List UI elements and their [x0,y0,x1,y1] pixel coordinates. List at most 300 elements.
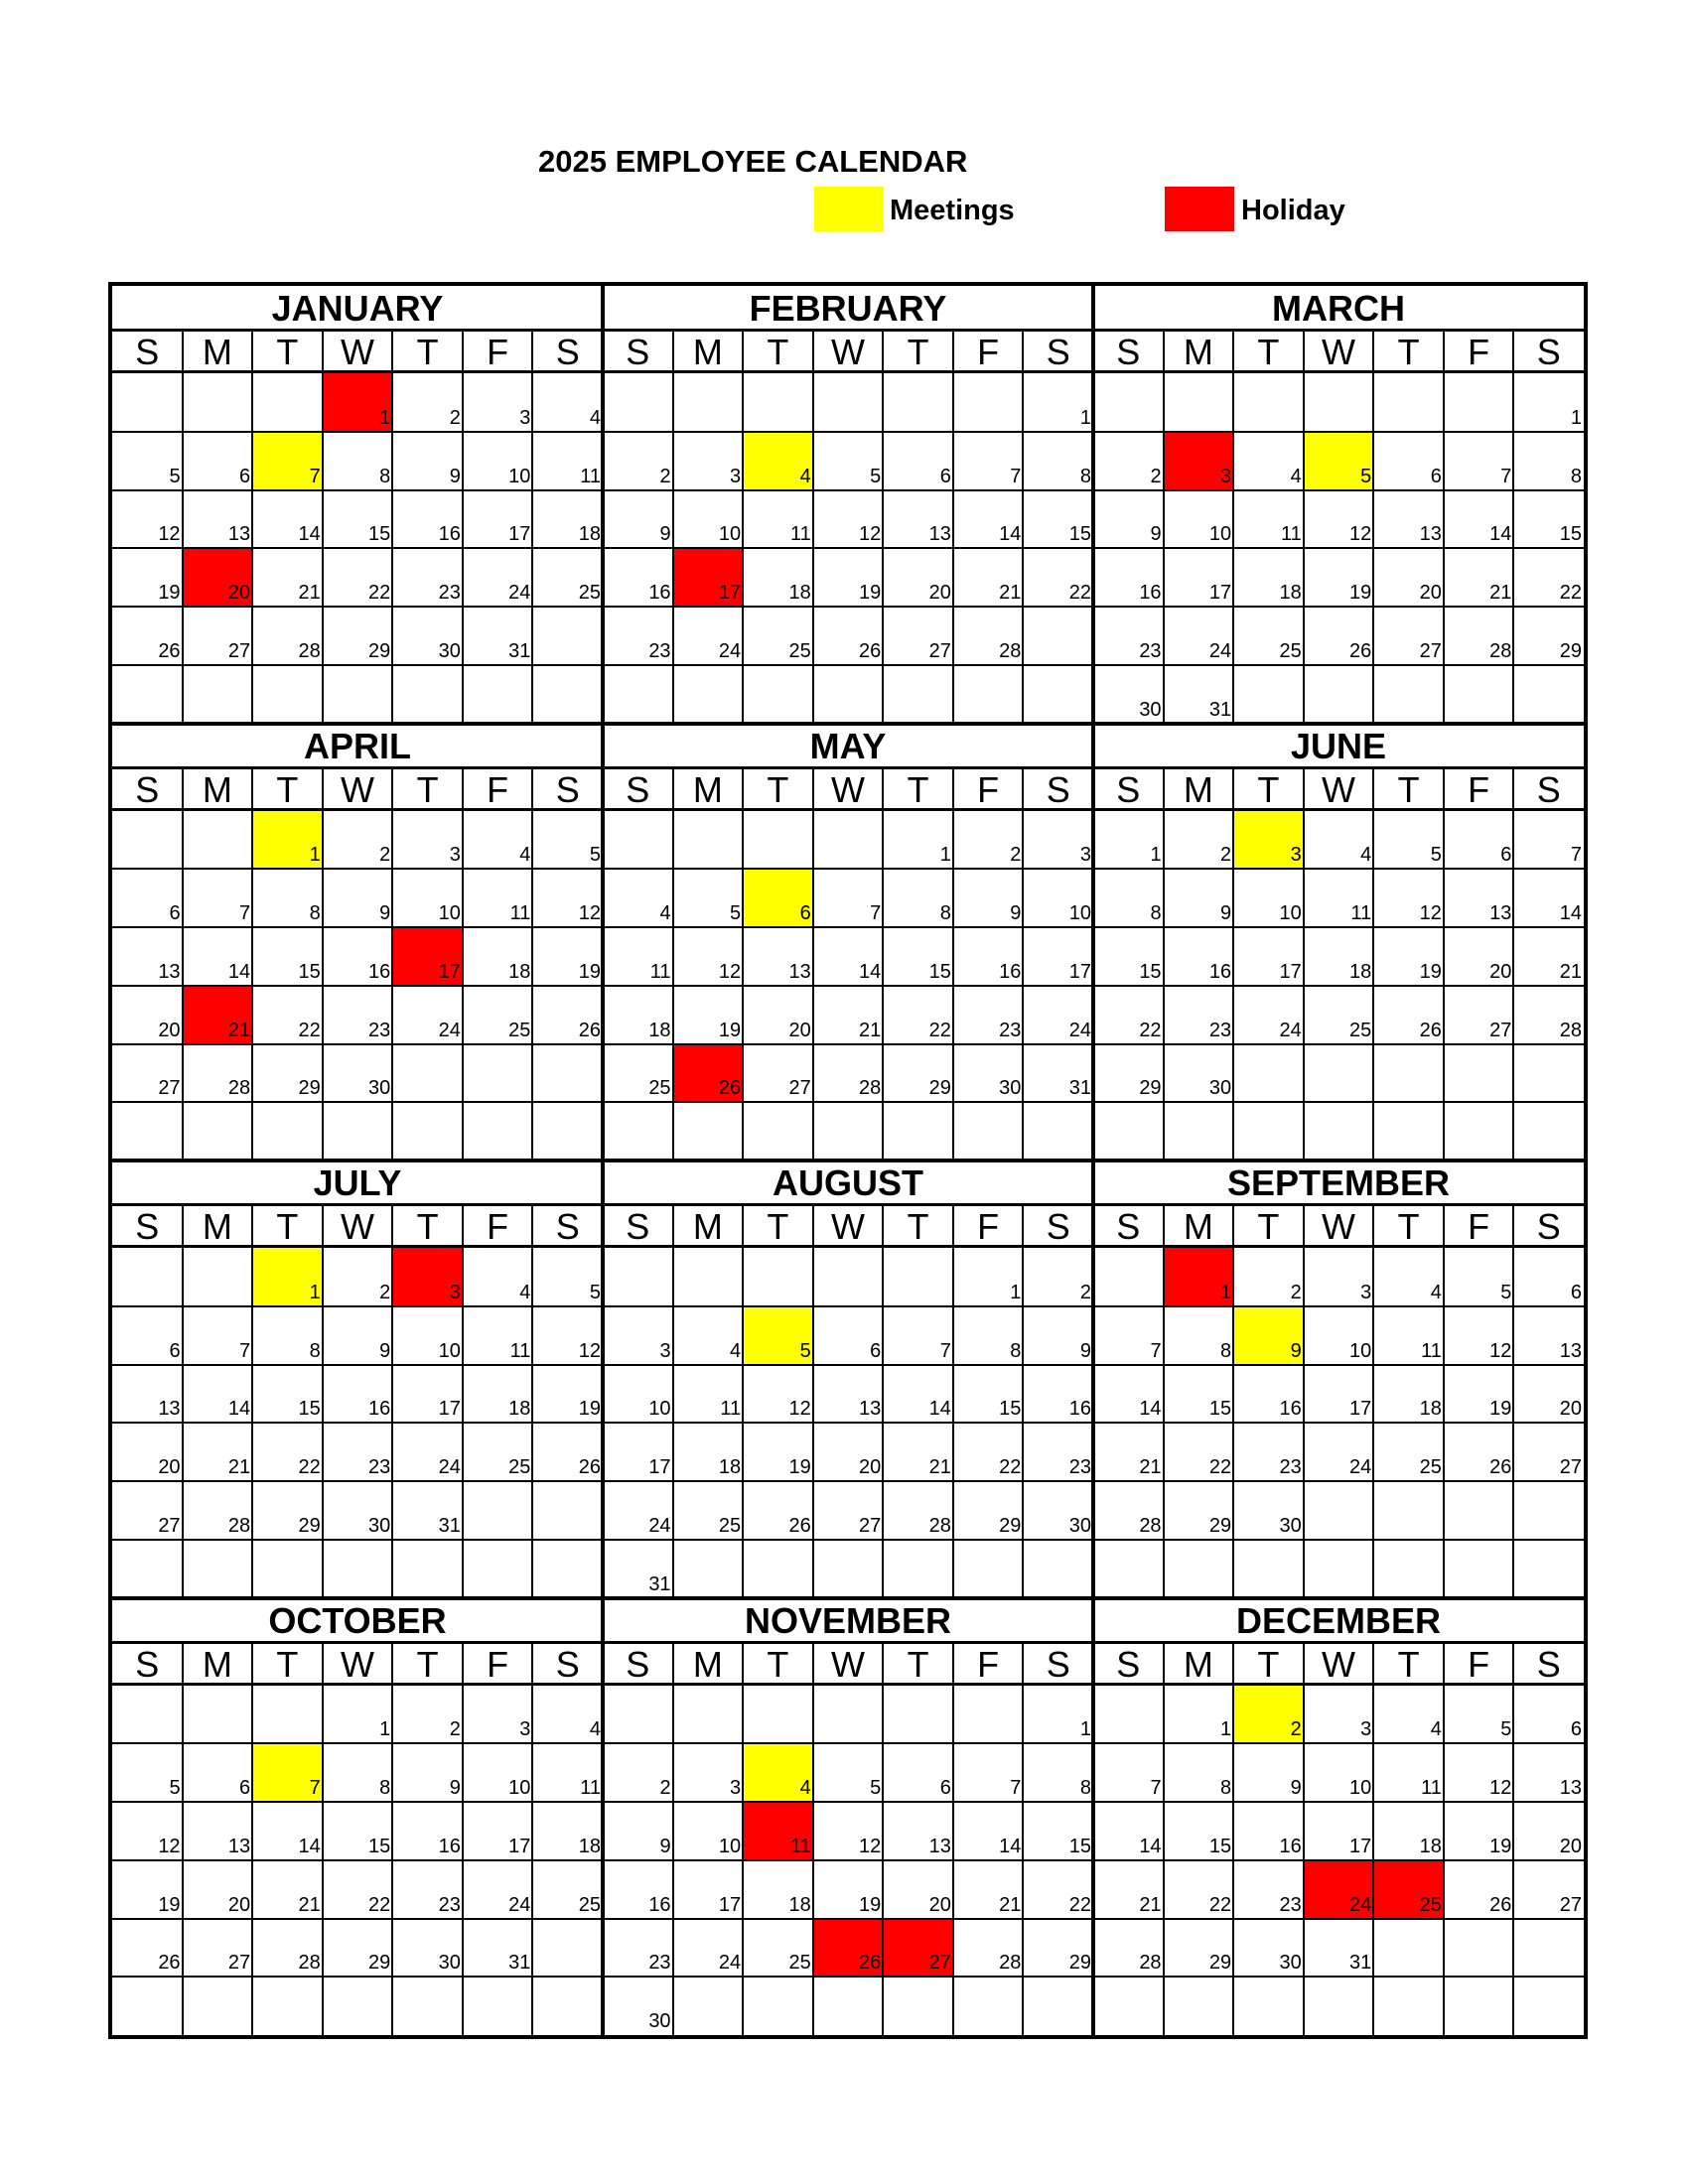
day-number: 25 [578,1893,601,1916]
day-cell [1093,1423,1164,1481]
weekday-label: T [1233,332,1304,373]
day-number: 30 [1139,698,1162,721]
day-cell [112,927,183,986]
day-number: 19 [1349,582,1372,604]
day-number: 2 [379,1281,391,1303]
weekday-label: T [1233,1206,1304,1248]
day-cell [1023,373,1093,432]
day-cell [603,432,673,490]
day-cell [603,986,673,1044]
day-number: 13 [928,523,951,546]
grid-line [112,1043,1584,1045]
day-cell [673,1860,744,1919]
day-number: 6 [169,1339,181,1362]
weekday-label: S [112,332,183,373]
day-cell [1164,1686,1234,1744]
day-number: 23 [368,1019,391,1041]
day-cell [463,1686,533,1744]
day-cell [813,607,884,665]
day-number: 27 [859,1514,882,1537]
day-number: 3 [1360,1718,1372,1741]
month-name: OCTOBER [112,1598,603,1644]
weekday-label: S [112,769,183,811]
weekday-label: W [813,332,884,373]
month-may [603,724,1093,1161]
day-cell [392,1919,463,1978]
day-number: 5 [1430,844,1442,867]
day-number: 3 [730,465,742,487]
weekday-label: W [813,1644,884,1686]
day-number: 8 [1220,1339,1232,1362]
day-number: 27 [928,1952,951,1975]
day-cell [1304,1365,1374,1424]
day-number: 4 [1290,465,1302,487]
day-cell [112,1860,183,1919]
day-number: 14 [1489,523,1512,546]
day-number: 14 [227,960,251,983]
day-number: 7 [939,1339,951,1362]
day-number: 10 [718,1835,742,1857]
day-number: 4 [659,902,671,924]
day-cell [883,1044,953,1103]
day-cell [252,1248,323,1306]
day-cell [743,1743,813,1802]
day-number: 4 [589,406,601,429]
day-cell [1023,927,1093,986]
month-december [1093,1598,1584,2036]
day-number: 5 [1500,1281,1512,1303]
day-cell [1373,1743,1444,1802]
month-april [112,724,603,1161]
day-number: 21 [928,1456,951,1478]
day-number: 10 [438,1339,461,1362]
day-cell [743,927,813,986]
weekday-label: S [603,1206,673,1248]
day-number: 1 [1010,1281,1022,1303]
day-cell [1304,1248,1374,1306]
day-number: 8 [379,465,391,487]
weekday-label: T [392,769,463,811]
day-number: 3 [1220,465,1232,487]
day-number: 30 [1279,1952,1302,1975]
day-number: 27 [1489,1019,1512,1041]
day-cell [743,1306,813,1365]
day-number: 3 [519,1718,531,1741]
day-number: 5 [589,1281,601,1303]
day-cell [1513,869,1584,927]
day-cell [1513,1802,1584,1860]
weekday-label: S [532,1644,603,1686]
day-number: 24 [1349,1893,1372,1916]
day-cell [112,1306,183,1365]
day-cell [1513,1860,1584,1919]
day-cell [463,986,533,1044]
day-number: 24 [1279,1019,1302,1041]
meetings-legend-label: Meetings [890,195,1015,226]
weekday-label: S [1023,1644,1093,1686]
day-number: 10 [1349,1339,1372,1362]
day-cell [1513,1365,1584,1424]
day-cell [1513,548,1584,607]
day-cell [323,1306,393,1365]
day-cell [323,1248,393,1306]
day-number: 24 [508,582,531,604]
day-cell [1164,1423,1234,1481]
day-number: 20 [859,1456,882,1478]
day-number: 11 [1421,1339,1442,1362]
day-cell [1373,432,1444,490]
day-cell [1164,607,1234,665]
day-cell [112,548,183,607]
month-name: JULY [112,1160,603,1206]
day-cell [1023,1860,1093,1919]
day-number: 12 [578,1339,601,1362]
day-number: 18 [508,960,531,983]
day-number: 24 [1208,639,1232,662]
day-cell [603,1977,673,2035]
day-number: 20 [227,1893,251,1916]
day-cell [1023,1365,1093,1424]
day-cell [183,548,253,607]
day-cell [463,811,533,870]
day-cell [743,1919,813,1978]
day-cell [813,986,884,1044]
day-cell [673,1365,744,1424]
day-cell [1093,1306,1164,1365]
day-cell [392,607,463,665]
day-cell [743,1365,813,1424]
day-cell [1233,1802,1304,1860]
day-number: 10 [648,1398,671,1421]
day-cell [1304,490,1374,549]
day-number: 11 [509,902,531,924]
day-number: 21 [1489,582,1512,604]
day-cell [463,1248,533,1306]
day-number: 18 [648,1019,671,1041]
day-number: 16 [368,1398,391,1421]
day-cell [392,1860,463,1919]
weekday-label: M [673,332,744,373]
weekday-label: F [1444,769,1514,811]
day-cell [953,1802,1024,1860]
weekday-label: W [813,769,884,811]
day-cell [463,1306,533,1365]
day-number: 30 [1068,1514,1091,1537]
day-cell [673,490,744,549]
weekday-label: T [743,332,813,373]
day-number: 25 [1419,1893,1442,1916]
day-cell [1164,1044,1234,1103]
weekday-label: T [1373,769,1444,811]
day-cell [1304,986,1374,1044]
day-cell [603,490,673,549]
day-cell [392,1743,463,1802]
day-number: 19 [859,1893,882,1916]
grid-line [112,1539,1584,1541]
month-march [1093,286,1584,724]
day-number: 27 [1559,1893,1582,1916]
day-cell [813,1306,884,1365]
day-cell [743,986,813,1044]
day-number: 19 [1489,1835,1512,1857]
day-cell [813,1481,884,1540]
day-cell [1164,986,1234,1044]
day-cell [252,811,323,870]
day-cell [1233,1860,1304,1919]
day-number: 11 [509,1339,531,1362]
day-number: 5 [1500,1718,1512,1741]
day-number: 13 [1419,523,1442,546]
day-number: 3 [730,1777,742,1799]
day-cell [1513,1686,1584,1744]
day-number: 1 [1570,406,1582,429]
day-number: 6 [1430,465,1442,487]
day-number: 24 [1068,1019,1091,1041]
day-cell [252,1802,323,1860]
day-cell [1444,927,1514,986]
day-number: 19 [859,582,882,604]
day-cell [883,1423,953,1481]
day-number: 3 [1079,844,1091,867]
day-number: 26 [578,1456,601,1478]
day-number: 2 [659,1777,671,1799]
day-cell [1023,432,1093,490]
day-cell [603,1540,673,1598]
day-number: 3 [519,406,531,429]
day-number: 16 [1068,1398,1091,1421]
day-number: 7 [1500,465,1512,487]
day-number: 8 [1010,1339,1022,1362]
day-number: 25 [718,1514,742,1537]
day-number: 9 [379,902,391,924]
day-number: 13 [158,960,181,983]
day-number: 14 [227,1398,251,1421]
weekday-label: M [1164,1644,1234,1686]
day-cell [323,1365,393,1424]
day-cell [112,432,183,490]
day-number: 4 [519,1281,531,1303]
day-cell [813,1860,884,1919]
day-cell [743,607,813,665]
weekday-label: W [323,769,393,811]
day-number: 14 [1139,1835,1162,1857]
weekday-label: S [1023,1206,1093,1248]
day-number: 28 [928,1514,951,1537]
day-number: 1 [1220,1281,1232,1303]
day-cell [1304,607,1374,665]
day-number: 16 [438,1835,461,1857]
grid-line [112,489,1584,491]
day-number: 18 [578,1835,601,1857]
day-number: 26 [718,1077,742,1100]
day-number: 18 [578,523,601,546]
day-number: 22 [1559,582,1582,604]
day-cell [323,811,393,870]
day-cell [603,1743,673,1802]
day-cell [463,548,533,607]
day-cell [252,1365,323,1424]
day-number: 24 [508,1893,531,1916]
day-number: 12 [158,1835,181,1857]
day-number: 22 [1068,582,1091,604]
day-number: 15 [368,1835,391,1857]
day-number: 15 [1068,1835,1091,1857]
day-number: 14 [298,1835,321,1857]
day-number: 31 [1208,698,1232,721]
day-number: 1 [309,844,321,867]
day-cell [813,432,884,490]
day-cell [953,432,1024,490]
day-cell [1444,1248,1514,1306]
day-number: 5 [870,1777,882,1799]
day-number: 23 [438,582,461,604]
day-number: 6 [1500,844,1512,867]
day-cell [532,548,603,607]
holiday-swatch [1165,187,1234,231]
day-cell [1233,490,1304,549]
day-cell [252,1919,323,1978]
day-cell [532,811,603,870]
day-number: 20 [928,1893,951,1916]
day-cell [1444,548,1514,607]
day-cell [1513,1248,1584,1306]
day-cell [323,432,393,490]
day-cell [112,1802,183,1860]
day-cell [1233,927,1304,986]
day-cell [323,1860,393,1919]
day-cell [323,373,393,432]
day-cell [1093,665,1164,724]
day-cell [1164,869,1234,927]
weekday-label: W [1304,332,1374,373]
day-cell [1513,490,1584,549]
day-number: 29 [1068,1952,1091,1975]
day-number: 13 [788,960,811,983]
day-cell [743,548,813,607]
day-cell [813,1044,884,1103]
day-cell [813,1365,884,1424]
day-cell [1233,1919,1304,1978]
day-cell [1164,665,1234,724]
grid-line [112,1742,1584,1744]
day-cell [463,432,533,490]
day-number: 28 [1139,1952,1162,1975]
day-number: 24 [1349,1456,1372,1478]
day-cell [112,490,183,549]
day-cell [1023,490,1093,549]
weekday-label: M [1164,1206,1234,1248]
day-cell [1233,432,1304,490]
month-name: APRIL [112,724,603,769]
day-number: 26 [788,1514,811,1537]
month-divider [112,722,1584,726]
day-number: 25 [788,1952,811,1975]
day-number: 29 [1559,639,1582,662]
day-cell [323,1802,393,1860]
day-number: 11 [1421,1777,1442,1799]
day-number: 6 [939,1777,951,1799]
day-number: 27 [158,1077,181,1100]
day-number: 2 [449,406,461,429]
day-cell [1233,811,1304,870]
day-cell [673,869,744,927]
day-cell [953,1423,1024,1481]
day-cell [532,927,603,986]
day-cell [392,869,463,927]
day-number: 20 [1489,960,1512,983]
day-number: 9 [1290,1339,1302,1362]
day-number: 2 [659,465,671,487]
day-cell [603,1919,673,1978]
day-cell [1093,432,1164,490]
day-number: 6 [939,465,951,487]
weekday-label: M [1164,769,1234,811]
day-number: 20 [158,1019,181,1041]
day-cell [1513,927,1584,986]
day-number: 10 [1068,902,1091,924]
day-number: 17 [1349,1835,1372,1857]
day-cell [1093,811,1164,870]
day-cell [1233,1743,1304,1802]
day-cell [1164,927,1234,986]
day-cell [323,548,393,607]
weekday-label: T [252,1644,323,1686]
day-number: 23 [1208,1019,1232,1041]
day-number: 22 [368,582,391,604]
day-number: 13 [928,1835,951,1857]
day-cell [953,927,1024,986]
day-cell [953,607,1024,665]
day-cell [532,432,603,490]
month-october [112,1598,603,2036]
weekday-label: M [673,1644,744,1686]
day-cell [392,1686,463,1744]
day-cell [603,1860,673,1919]
day-number: 1 [1079,1718,1091,1741]
day-cell [1373,1248,1444,1306]
day-number: 12 [859,523,882,546]
weekday-label: T [1373,332,1444,373]
day-cell [883,986,953,1044]
day-cell [953,1306,1024,1365]
weekday-label: W [323,332,393,373]
day-number: 26 [859,639,882,662]
day-cell [1023,869,1093,927]
day-number: 30 [999,1077,1022,1100]
day-number: 26 [158,639,181,662]
day-number: 19 [718,1019,742,1041]
day-cell [1023,1481,1093,1540]
day-cell [392,811,463,870]
day-cell [1304,1686,1374,1744]
day-cell [1023,811,1093,870]
day-cell [813,927,884,986]
day-cell [953,1044,1024,1103]
day-number: 10 [508,1777,531,1799]
day-number: 22 [999,1456,1022,1478]
day-cell [743,1044,813,1103]
weekday-label: S [1023,769,1093,811]
day-number: 5 [870,465,882,487]
day-number: 2 [1150,465,1162,487]
day-cell [532,869,603,927]
day-number: 25 [1349,1019,1372,1041]
day-cell [183,1044,253,1103]
day-number: 23 [1279,1893,1302,1916]
day-number: 23 [1279,1456,1302,1478]
weekday-label: T [252,769,323,811]
weekday-label: S [603,332,673,373]
